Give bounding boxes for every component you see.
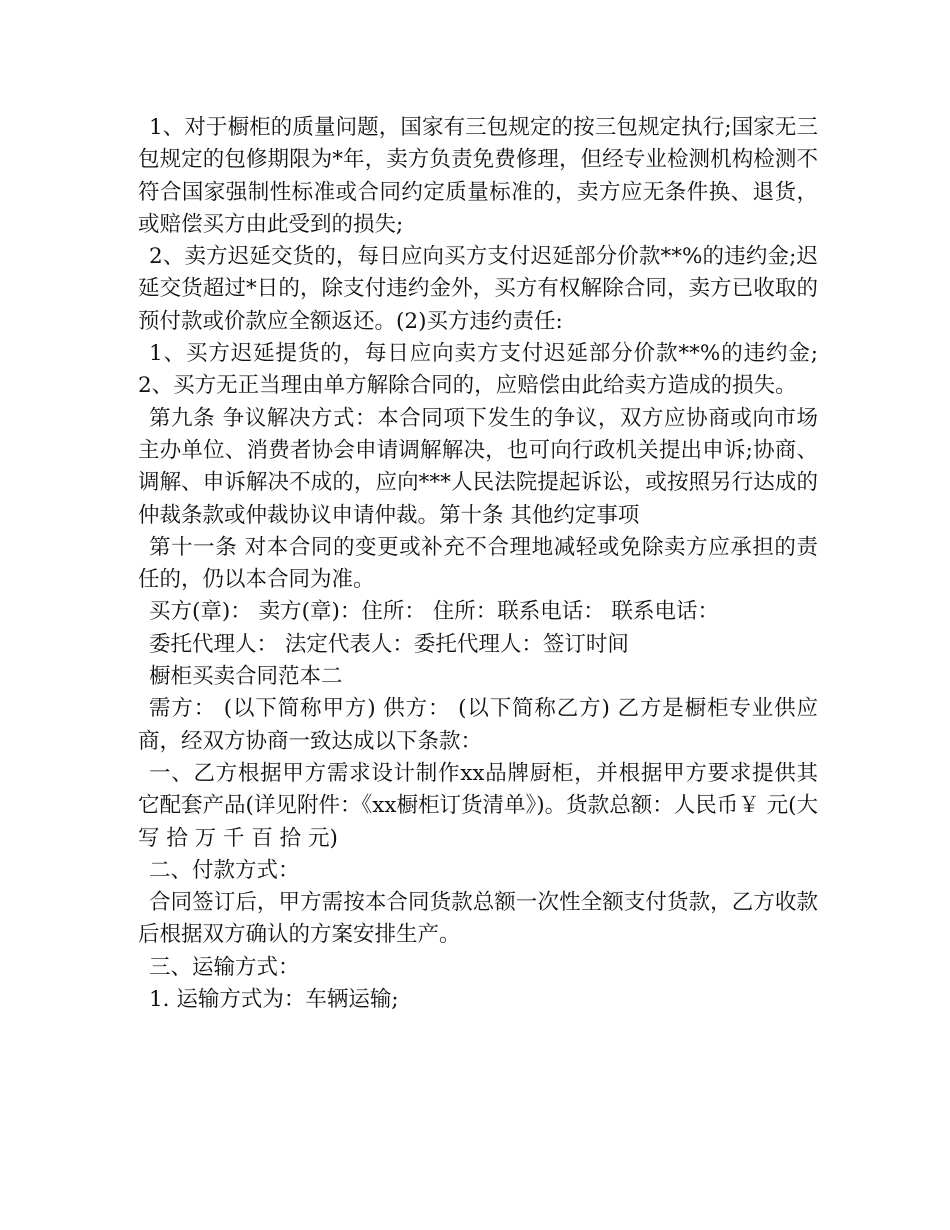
paragraph-parties-intro: 需方： (以下简称甲方) 供方： (以下简称乙方) 乙方是橱柜专业供应商，经双方协商一致达成以下条款：: [138, 696, 818, 754]
paragraph-buyer-late-pickup: 1、买方迟延提货的，每日应向卖方支付迟延部分价款**%的违约金;2、买方无正当理由单方解除合同的，应赔偿由此给卖方造成的损失。: [138, 341, 818, 399]
paragraph-signature-agents: 委托代理人： 法定代表人：委托代理人：签订时间: [149, 631, 629, 657]
heading-transport-method: 三、运输方式：: [149, 954, 300, 980]
section-title-template-two: 橱柜买卖合同范本二: [149, 664, 343, 690]
paragraph-seller-late-delivery: 2、卖方迟延交货的，每日应向买方支付迟延部分价款**%的违约金;迟延交货超过*日的，除支付违约金外，买方有权解除合同，卖方已收取的预付款或价款应全额返还。(2)买方违约责任:: [138, 244, 818, 334]
paragraph-payment-terms: 合同签订后，甲方需按本合同货款总额一次性全额支付货款，乙方收款后根据双方确认的方案安排生产。: [138, 890, 818, 948]
paragraph-transport-item-1: 1. 运输方式为：车辆运输;: [149, 987, 399, 1013]
paragraph-signature-parties: 买方(章)： 卖方(章)：住所： 住所：联系电话： 联系电话：: [149, 599, 720, 625]
heading-payment-method: 二、付款方式：: [149, 857, 300, 883]
paragraph-article-11: 第十一条 对本合同的变更或补充不合理地减轻或免除卖方应承担的责任的，仍以本合同为准。: [138, 534, 818, 593]
paragraph-warranty: 1、对于橱柜的质量问题，国家有三包规定的按三包规定执行;国家无三包规定的包修期限为*年，卖方负责免费修理，但经专业检测机构检测不符合国家强制性标准或合同约定质量标准的，卖方应无条件换、退货，或赔偿买方由此受到的损失;: [138, 115, 818, 237]
paragraph-article-9: 第九条 争议解决方式：本合同项下发生的争议，双方应协商或向市场主办单位、消费者协会申请调解解决，也可向行政机关提出申诉;协商、调解、申诉解决不成的，应向***人民法院提起诉讼，或按照另行达成的仲裁条款或仲裁协议申请仲裁。第十条 其他约定事项: [138, 405, 818, 528]
paragraph-clause-1: 一、乙方根据甲方需求设计制作xx品牌厨柜，并根据甲方要求提供其它配套产品(详见附件：《xx橱柜订货清单》)。货款总额：人民币￥ 元(大写 拾 万 千 百 拾 元): [138, 760, 818, 851]
document-body: [138, 112, 818, 1016]
